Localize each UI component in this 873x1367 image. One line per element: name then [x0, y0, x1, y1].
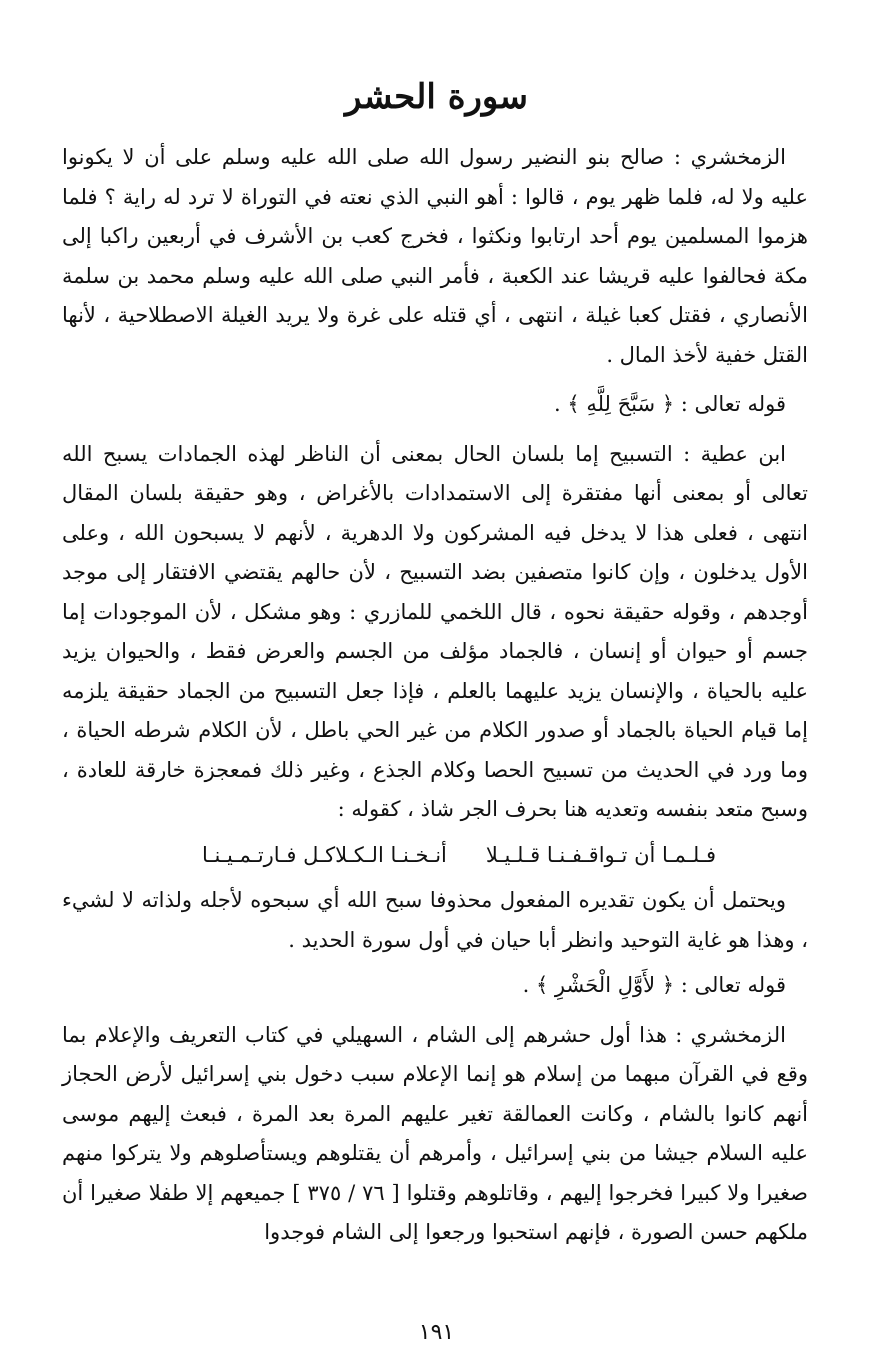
page-title: سورة الحشر	[345, 77, 528, 117]
page-number: ١٩١	[418, 1320, 455, 1345]
verse-right-hemistich: فـلـمـا أن تـواقـفـنـا قـلـيـلا	[485, 842, 716, 867]
paragraph-verse-heading-1: قوله تعالى : ﴿ سَبَّحَ لِلَّهِ ﴾ .	[553, 392, 786, 416]
paragraph-verse-heading-2: قوله تعالى : ﴿ لأَوَّلِ الْحَشْرِ ﴾ .	[522, 973, 786, 997]
paragraph-ihtimal: ويحتمل أن يكون تقديره المفعول محذوفا سبح الله أي سبحوه لأجله ولذاته لا لشيء ، وهذا هو غاية التوحيد وانظر أبا حيان في أول سورة الحديد .	[62, 888, 808, 952]
verse-left-hemistich: أنـخـنـا الـكـلاكـل فـارتـمـيـنـا	[202, 842, 447, 867]
poetry-verse	[62, 836, 808, 876]
body-text	[62, 138, 808, 1253]
paragraph-ibn-atiyya: ابن عطية : التسبيح إما بلسان الحال بمعنى أن الناظر لهذه الجمادات يسبح الله تعالى أو بمعنى أنها مفتقرة إلى الاستمدادات بالأغراض ، وهو حقيقة بلسان المقال انتهى ، فعلى هذا لا يدخل فيه المشركون ولا الدهرية ، لأنهم لا يسبحون الله ، وعلى الأول يدخلون ، وإن كانوا متصفين بضد التسبيح ، لأن حالهم يقتضي الافتقار إلى موجد أوجدهم ، وقوله حقيقة نحوه ، قال اللخمي للمازري : وهو مشكل ، لأن الموجودات إما جسم أو حيوان أو إنسان ، فالجماد مؤلف من الجسم والعرض فقط ، والحيوان يزيد عليه بالحياة ، والإنسان يزيد عليهما بالعلم ، فإذا جعل التسبيح من الجماد حقيقة يلزمه إما قيام الحياة بالجماد أو صدور الكلام من غير الحي باطل ، لأن الكلام شرطه الحياة ، وما ورد في الحديث من تسبيح الحصا وكلام الجذع ، وغير ذلك فمعجزة خارقة للعادة ، وسبح متعد بنفسه وتعديه هنا بحرف الجر شاذ ، كقوله :	[62, 441, 808, 821]
paragraph-zamakhshari-2: الزمخشري : هذا أول حشرهم إلى الشام ، السهيلي في كتاب التعريف والإعلام بما وقع في القرآن مبهما من إسلام هو إنما الإعلام سبب دخول بني إسرائيل لأرض الحجاز أنهم كانوا بالشام ، وكانت العمالقة تغير عليهم المرة بعد المرة ، فبعث إليهم موسى عليه السلام جيشا من بني إسرائيل ، وأمرهم أن يقتلوهم ويستأصلوهم ولا يتركوا منهم صغيرا ولا كبيرا فخرجوا إليهم ، وقاتلوهم وقتلوا [ ٧٦ / ٣٧٥ ] جميعهم إلا طفلا صغيرا أن ملكهم حسن الصورة ، فإنهم استحبوا ورجعوا إلى الشام فوجدوا	[62, 1022, 808, 1244]
paragraph-zamakhshari-1: الزمخشري : صالح بنو النضير رسول الله صلى الله عليه وسلم على أن لا يكونوا عليه ولا له، فلما ظهر يوم ، قالوا : أهو النبي الذي نعته في التوراة لا ترد له راية ؟ فلما هزموا المسلمين يوم أحد ارتابوا ونكثوا ، فخرج كعب بن الأشرف في أربعين راكبا إلى مكة فحالفوا عليه قريشا عند الكعبة ، فأمر النبي صلى الله عليه وسلم محمد بن سلمة الأنصاري ، فقتل كعبا غيلة ، انتهى ، أي قتله على غرة ولا يريد الغيلة الاصطلاحية ، لأنها القتل خفية لأخذ المال .	[62, 145, 808, 367]
